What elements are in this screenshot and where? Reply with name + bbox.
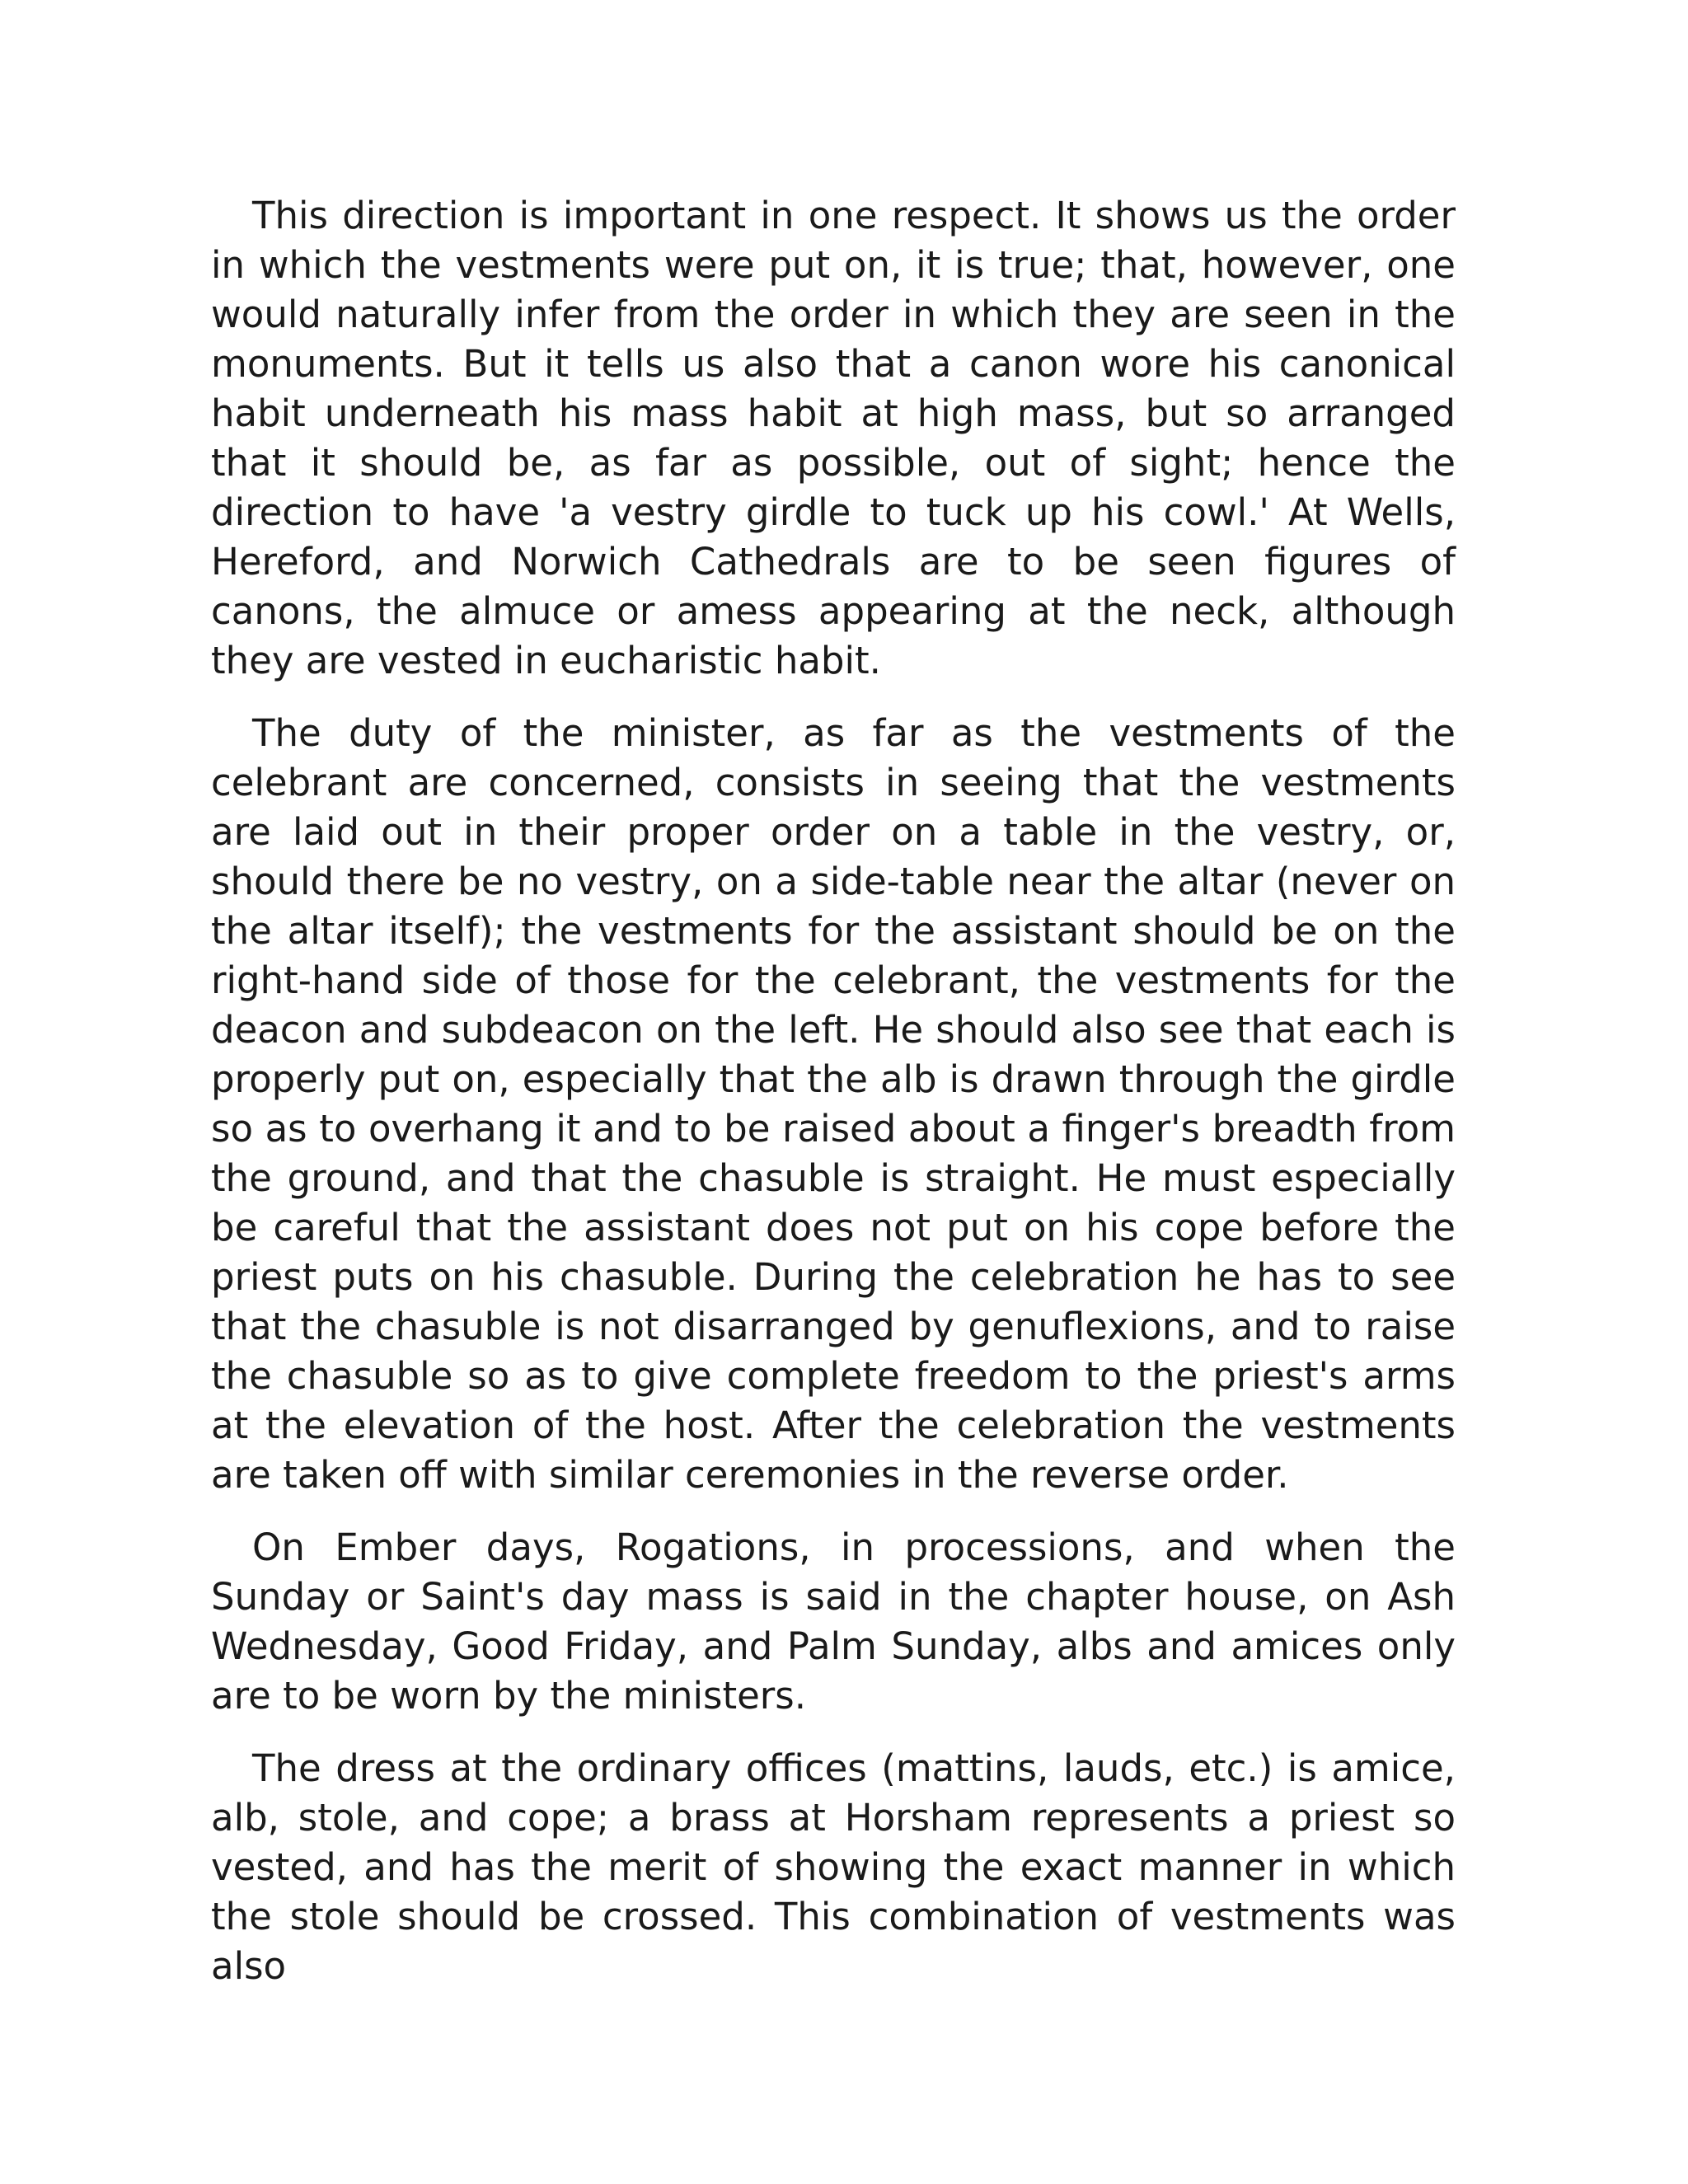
body-paragraph: This direction is important in one respect. It shows us the order in which the vestments were put on, it is true; that, however, one would naturally infer from the order in which they are seen in the monuments. But it tells us also that a canon wore his canonical habit underneath his mass habit at high mass, but so arranged that it should be, as far as possible, out of sight; hence the direction to have 'a vestry girdle to tuck up his cowl.' At Wells, Hereford, and Norwich Cathedrals are to be seen figures of canons, the almuce or amess appearing at the neck, although they are vested in eucharistic habit. bbox=[211, 194, 1456, 682]
document-page bbox=[211, 191, 1456, 2014]
body-paragraph: The dress at the ordinary offices (mattins, lauds, etc.) is amice, alb, stole, and cope; a brass at Horsham represents a priest so vested, and has the merit of showing the exact manner in which the stole should be crossed. This combination of vestments was also bbox=[211, 1746, 1456, 1988]
body-paragraph: On Ember days, Rogations, in processions, and when the Sunday or Saint's day mass is said in the chapter house, on Ash Wednesday, Good Friday, and Palm Sunday, albs and amices only are to be worn by the ministers. bbox=[211, 1526, 1456, 1718]
body-paragraph: The duty of the minister, as far as the vestments of the celebrant are concerned, consists in seeing that the vestments are laid out in their proper order on a table in the vestry, or, should there be no vestry, on a side-table near the altar (never on the altar itself); the vestments for the assistant should be on the right-hand side of those for the celebrant, the vestments for the deacon and subdeacon on the left. He should also see that each is properly put on, especially that the alb is drawn through the girdle so as to overhang it and to be raised about a finger's breadth from the ground, and that the chasuble is straight. He must especially be careful that the assistant does not put on his cope before the priest puts on his chasuble. During the celebration he has to see that the chasuble is not disarranged by genuflexions, and to raise the chasuble so as to give complete freedom to the priest's arms at the elevation of the host. After the celebration the vestments are taken off with similar ceremonies in the reverse order. bbox=[211, 711, 1456, 1497]
